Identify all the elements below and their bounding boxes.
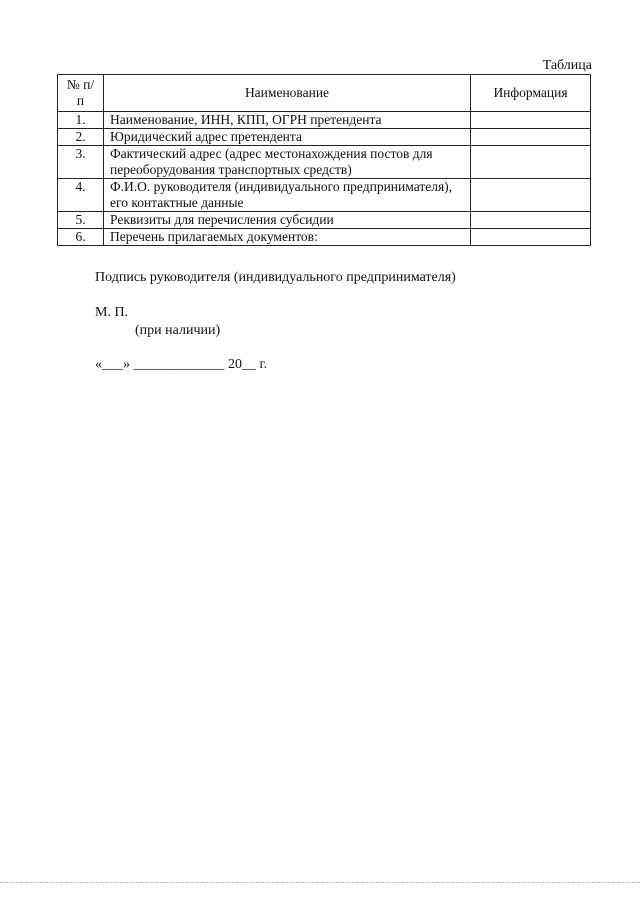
- page-bottom-divider: [0, 882, 640, 883]
- table-row: [58, 146, 591, 179]
- row-info-cell[interactable]: [471, 212, 591, 229]
- row-number: 1.: [58, 112, 104, 129]
- row-name: Ф.И.О. руководителя (индивидуального предпринимателя), его контактные данные: [104, 179, 471, 212]
- table-header-row: [58, 75, 591, 112]
- row-number: 4.: [58, 179, 104, 212]
- applicant-info-table: [57, 74, 591, 246]
- row-name: Наименование, ИНН, КПП, ОГРН претендента: [104, 112, 471, 129]
- table-row: [58, 229, 591, 246]
- table-row: [58, 179, 591, 212]
- stamp-note: (при наличии): [135, 323, 221, 338]
- row-info-cell[interactable]: [471, 179, 591, 212]
- row-name: Юридический адрес претендента: [104, 129, 471, 146]
- row-number: 2.: [58, 129, 104, 146]
- table-caption: Таблица: [542, 58, 592, 73]
- row-info-cell[interactable]: [471, 229, 591, 246]
- row-info-cell[interactable]: [471, 112, 591, 129]
- row-name: Перечень прилагаемых документов:: [104, 229, 471, 246]
- row-number: 5.: [58, 212, 104, 229]
- row-number: 6.: [58, 229, 104, 246]
- table-row: [58, 129, 591, 146]
- row-name: Реквизиты для перечисления субсидии: [104, 212, 471, 229]
- header-name: Наименование: [104, 75, 471, 112]
- table-row: [58, 112, 591, 129]
- stamp-label: М. П.: [95, 305, 129, 320]
- signature-line: Подпись руководителя (индивидуального предпринимателя): [95, 270, 456, 285]
- row-name: Фактический адрес (адрес местонахождения постов для переоборудования транспортных средств): [104, 146, 471, 179]
- row-info-cell[interactable]: [471, 129, 591, 146]
- header-number: № п/п: [58, 75, 104, 112]
- header-info: Информация: [471, 75, 591, 112]
- row-number: 3.: [58, 146, 104, 179]
- date-line: «___» _____________ 20__ г.: [95, 357, 268, 372]
- row-info-cell[interactable]: [471, 146, 591, 179]
- table-row: [58, 212, 591, 229]
